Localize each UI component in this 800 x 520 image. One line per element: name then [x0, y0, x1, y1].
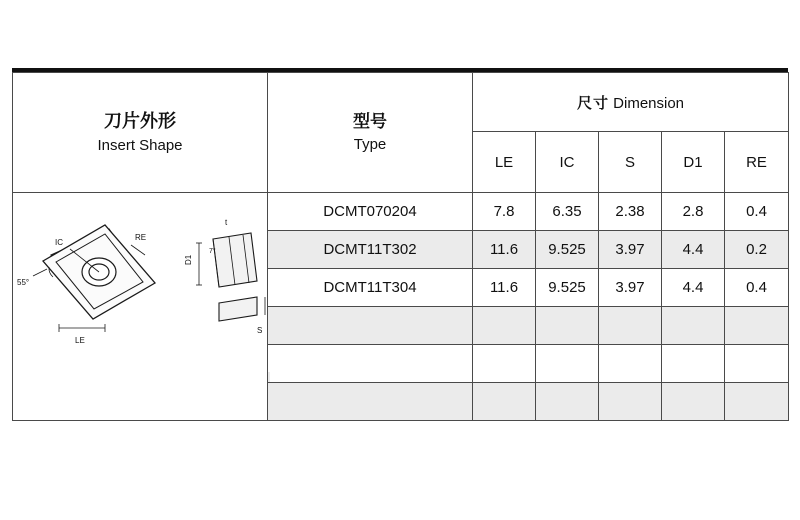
header-row-1 [13, 73, 789, 132]
header-insert-shape-en: Insert Shape [97, 136, 183, 154]
cell-d1 [662, 345, 725, 383]
cell-re [725, 345, 789, 383]
cell-type [268, 383, 473, 421]
cell-re [725, 307, 789, 345]
label-s: S [257, 326, 263, 335]
insert-spec-table [12, 72, 789, 421]
cell-ic [536, 383, 599, 421]
cell-re: 0.4 [725, 193, 789, 231]
cell-le [473, 307, 536, 345]
label-clearance: 7° [209, 248, 216, 255]
cell-d1 [662, 307, 725, 345]
cell-le [473, 345, 536, 383]
header-col-s: S [599, 132, 662, 193]
cell-d1 [662, 383, 725, 421]
label-angle: 55° [17, 278, 30, 287]
cell-d1: 4.4 [662, 269, 725, 307]
table-row [13, 193, 789, 231]
label-ic: IC [55, 238, 63, 247]
header-insert-shape-zh: 刀片外形 [104, 110, 176, 131]
cell-type [268, 345, 473, 383]
cell-s: 3.97 [599, 269, 662, 307]
insert-geometry-svg [13, 193, 268, 415]
cell-le: 7.8 [473, 193, 536, 231]
cell-type: DCMT11T302 [268, 231, 473, 269]
cell-ic: 6.35 [536, 193, 599, 231]
header-dimension-zh: 尺寸 [576, 94, 609, 112]
cell-re: 0.4 [725, 269, 789, 307]
insert-shape-diagram [13, 193, 268, 420]
cell-s [599, 345, 662, 383]
cell-type: DCMT070204 [268, 193, 473, 231]
cell-s [599, 307, 662, 345]
cell-s: 3.97 [599, 231, 662, 269]
header-col-re: RE [725, 132, 789, 193]
header-col-le: LE [473, 132, 536, 193]
header-col-d1: D1 [662, 132, 725, 193]
header-type-en: Type [353, 136, 387, 153]
header-type [268, 73, 473, 193]
header-dimension-en: Dimension [613, 94, 685, 112]
header-type-zh: 型号 [353, 111, 387, 131]
cell-d1: 2.8 [662, 193, 725, 231]
cell-type [268, 307, 473, 345]
header-dimension [473, 73, 789, 132]
cell-le: 11.6 [473, 231, 536, 269]
header-col-ic: IC [536, 132, 599, 193]
cell-ic: 9.525 [536, 231, 599, 269]
cell-re: 0.2 [725, 231, 789, 269]
cell-type: DCMT11T304 [268, 269, 473, 307]
cell-le: 11.6 [473, 269, 536, 307]
cell-ic [536, 307, 599, 345]
label-t: t [225, 218, 228, 227]
cell-s: 2.38 [599, 193, 662, 231]
cell-re [725, 383, 789, 421]
label-le: LE [75, 336, 85, 345]
cell-d1: 4.4 [662, 231, 725, 269]
label-d1: D1 [184, 254, 193, 265]
insert-shape-figure-cell [13, 193, 268, 421]
cell-ic [536, 345, 599, 383]
header-insert-shape [13, 73, 268, 193]
cell-le [473, 383, 536, 421]
cell-ic: 9.525 [536, 269, 599, 307]
cell-s [599, 383, 662, 421]
label-re: RE [135, 233, 147, 242]
